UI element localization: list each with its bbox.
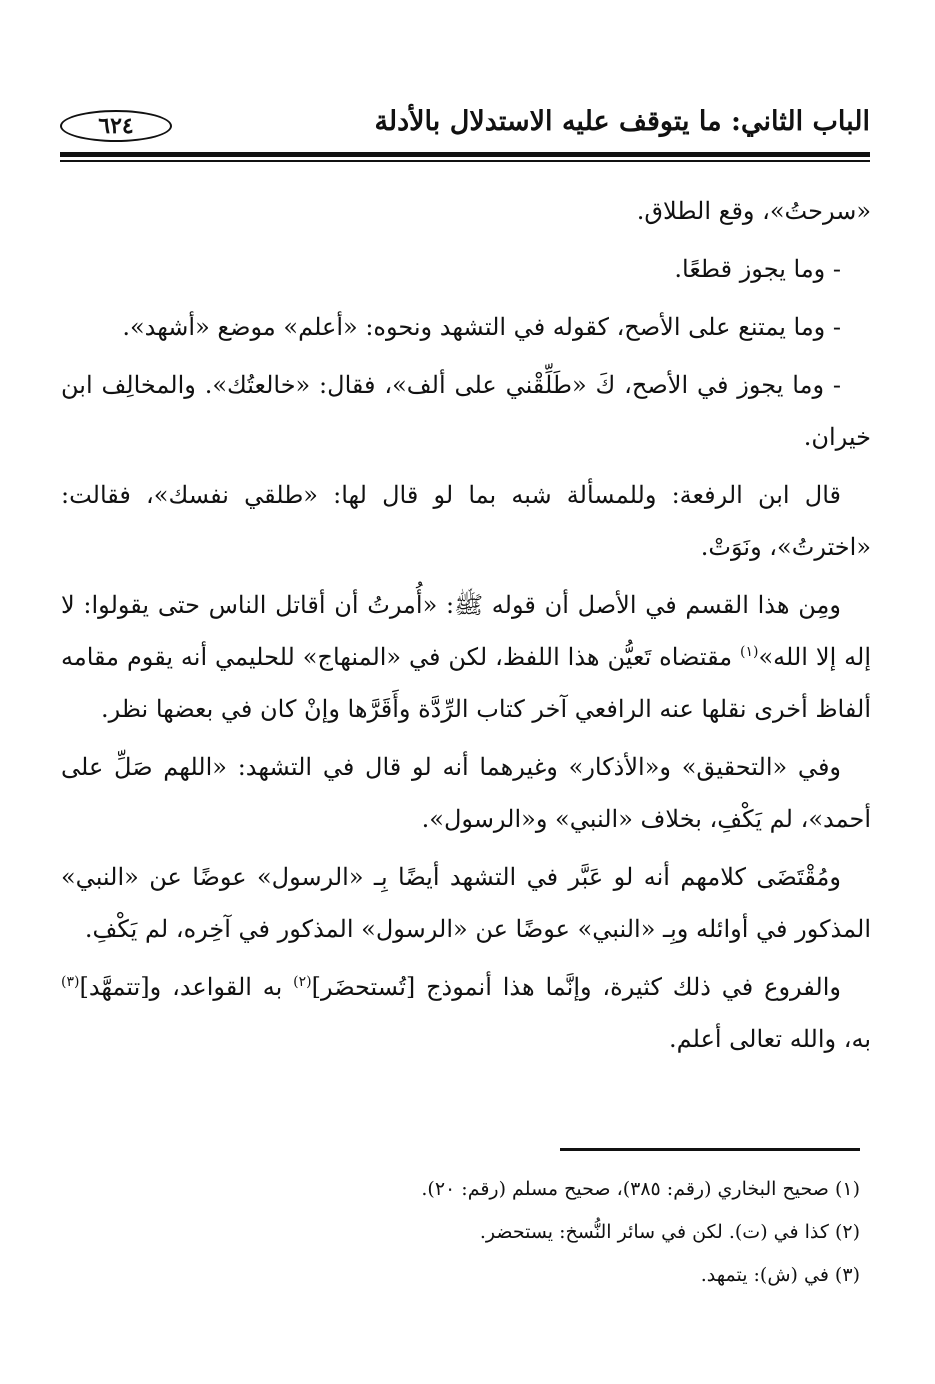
chapter-title: الباب الثاني: ما يتوقف عليه الاستدلال بالأدلة [374, 106, 870, 137]
footnote-1: (١) صحيح البخاري (رقم: ٣٨٥)، صحيح مسلم (رقم: ٢٠). [421, 1178, 860, 1200]
page-header [60, 100, 870, 148]
paragraph-5: قال ابن الرفعة: وللمسألة شبه بما لو قال لها: «طلقي نفسك»، فقالت: «اخترتُ»، ونَوَتْ. [61, 481, 871, 561]
paragraph-7: وفي «التحقيق» و«الأذكار» وغيرهما أنه لو قال في التشهد: «اللهم صَلِّ على أحمد»، لم يَكْفِ، بخلاف «النبي» و«الرسول». [61, 753, 871, 833]
paragraph-4: - وما يجوز في الأصح، كَ «طَلِّقْني على ألف»، فقال: «خالعتُك». والمخالِف ابن خيران. [61, 371, 871, 451]
paragraph-9-part-c: به، والله تعالى أعلم. [669, 1025, 871, 1053]
paragraph-9-part-b: به القواعد، و[تتمهَّد] [79, 973, 294, 1001]
footnote-ref-1: (١) [740, 644, 759, 660]
footnote-ref-3: (٣) [61, 974, 80, 990]
main-text [61, 185, 871, 1071]
footnote-ref-2: (٢) [293, 974, 312, 990]
paragraph-2: - وما يجوز قطعًا. [674, 255, 841, 283]
paragraph-6 [61, 579, 871, 735]
paragraph-3: - وما يمتنع على الأصح، كقوله في التشهد ونحوه: «أعلم» موضع «أشهد». [122, 313, 841, 341]
footnote-3: (٣) في (ش): يتمهد. [700, 1264, 860, 1286]
paragraph-9-part-a: والفروع في ذلك كثيرة، وإنَّما هذا أنموذج [تُستحضَر] [311, 973, 841, 1001]
footnote-2: (٢) كذا في (ت). لكن في سائر النُّسخ: يستحضر. [479, 1221, 860, 1243]
footnotes [70, 1168, 860, 1297]
paragraph-6-part-a: ومِن هذا القسم في الأصل أن قوله ﷺ: «أُمرتُ أن أقاتل الناس حتى يقولوا: لا إله إلا الله» [61, 591, 871, 671]
page-number-badge: ٦٢٤ [60, 110, 172, 142]
footnote-separator [560, 1148, 860, 1151]
paragraph-6-part-b: مقتضاه تَعيُّن هذا اللفظ، لكن في «المنهاج» للحليمي أنه يقوم مقامه ألفاظ أخرى نقلها عنه الرافعي آخر كتاب الرِّدَّة وأَقَرَّها وإنْ كان في بعضها نظر. [61, 643, 871, 723]
header-rule-thin [60, 160, 870, 162]
paragraph-1: «سرحتُ»، وقع الطلاق. [636, 197, 871, 225]
paragraph-8: ومُقْتَضَى كلامهم أنه لو عَبَّر في التشهد أيضًا بِـ «الرسول» عوضًا عن «النبي» المذكور في أوائله وبِـ «النبي» عوضًا عن «الرسول» المذكور في آخِره، لم يَكْفِ. [61, 863, 871, 943]
paragraph-9 [61, 961, 871, 1065]
header-rule-thick [60, 152, 870, 157]
